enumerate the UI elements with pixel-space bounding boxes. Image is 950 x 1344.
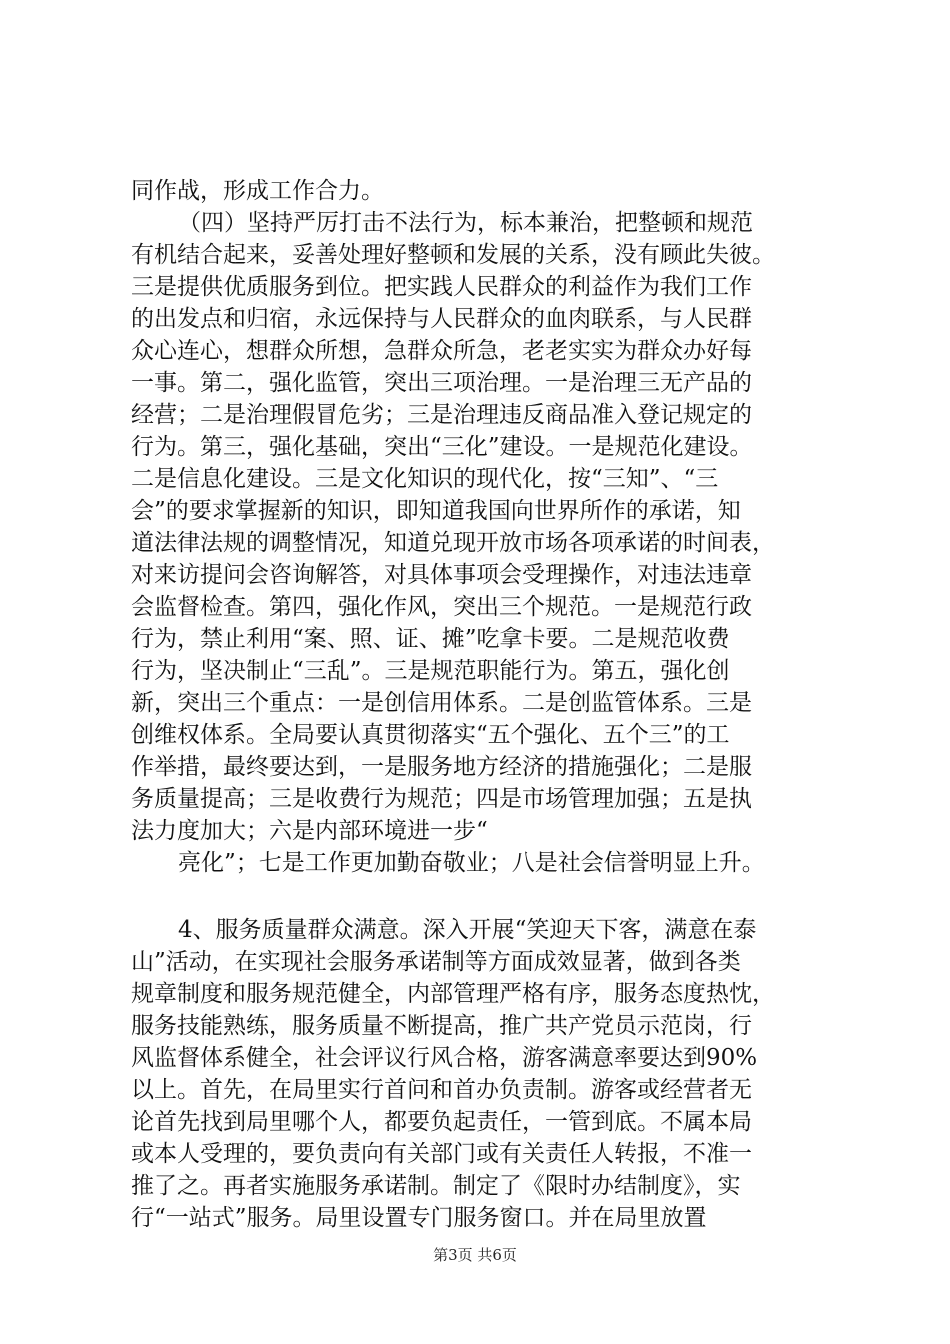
- text-line: 众心连心，想群众所想，急群众所急，老老实实为群众办好每: [131, 338, 752, 364]
- text-line: 服务技能熟练，服务质量不断提高，推广共产党员示范岗，行: [131, 1013, 752, 1039]
- text-line: 或本人受理的，要负责向有关部门或有关责任人转报，不准一: [131, 1141, 752, 1167]
- text-line: 有机结合起来，妥善处理好整顿和发展的关系，没有顾此失彼。: [131, 242, 775, 268]
- text-line: 法力度加大；六是内部环境进一步“: [131, 818, 488, 844]
- text-line: 亮化”；七是工作更加勤奋敬业；八是社会信誉明显上升。: [178, 850, 765, 876]
- text-line: 三是提供优质服务到位。把实践人民群众的利益作为我们工作: [131, 274, 752, 300]
- text-line: 务质量提高；三是收费行为规范；四是市场管理加强；五是执: [131, 786, 752, 812]
- text-line: 经营；二是治理假冒危劣；三是治理违反商品准入登记规定的: [131, 402, 752, 428]
- text-line: 行为，坚决制止“三乱”。三是规范职能行为。第五，强化创: [131, 658, 730, 684]
- text-line: 作举措，最终要达到，一是服务地方经济的措施强化；二是服: [131, 754, 752, 780]
- text-line: 一事。第二，强化监管，突出三项治理。一是治理三无产品的: [131, 370, 752, 396]
- text-line: 推了之。再者实施服务承诺制。制定了《限时办结制度》，实: [131, 1173, 741, 1199]
- text-line: 山”活动，在实现社会服务承诺制等方面成效显著，做到各类: [131, 949, 741, 975]
- text-line: 同作战，形成工作合力。: [131, 178, 384, 204]
- text-line: 对来访提问会咨询解答，对具体事项会受理操作，对违法违章: [131, 562, 752, 588]
- page-number-footer: 第3页 共6页: [433, 1246, 517, 1264]
- text-line: 二是信息化建设。三是文化知识的现代化，按“三知”、“三: [131, 466, 719, 492]
- text-line: 行为。第三，强化基础，突出“三化”建设。一是规范化建设。: [131, 434, 753, 460]
- text-line: 4、服务质量群众满意。深入开展“笑迎天下客，满意在泰: [178, 917, 757, 943]
- text-line: 行为，禁止利用“案、照、证、摊”吃拿卡要。二是规范收费: [131, 626, 730, 652]
- text-line: 规章制度和服务规范健全，内部管理严格有序，服务态度热忱，: [131, 981, 775, 1007]
- text-line: 论首先找到局里哪个人，都要负起责任，一管到底。不属本局: [131, 1109, 752, 1135]
- text-line: （四）坚持严厉打击不法行为，标本兼治，把整顿和规范: [178, 210, 753, 236]
- text-line: 行“一站式”服务。局里设置专门服务窗口。并在局里放置: [131, 1205, 707, 1231]
- text-line: 道法律法规的调整情况，知道兑现开放市场各项承诺的时间表，: [131, 530, 775, 556]
- text-line: 新，突出三个重点：一是创信用体系。二是创监管体系。三是: [131, 690, 752, 716]
- text-line: 风监督体系健全，社会评议行风合格，游客满意率要达到90%: [131, 1045, 758, 1071]
- text-line: 的出发点和归宿，永远保持与人民群众的血肉联系，与人民群: [131, 306, 752, 332]
- text-line: 会”的要求掌握新的知识，即知道我国向世界所作的承诺，知: [131, 498, 741, 524]
- text-line: 以上。首先，在局里实行首问和首办负责制。游客或经营者无: [131, 1077, 752, 1103]
- text-line: 会监督检查。第四，强化作风，突出三个规范。一是规范行政: [131, 594, 752, 620]
- text-line: 创维权体系。全局要认真贯彻落实“五个强化、五个三”的工: [131, 722, 730, 748]
